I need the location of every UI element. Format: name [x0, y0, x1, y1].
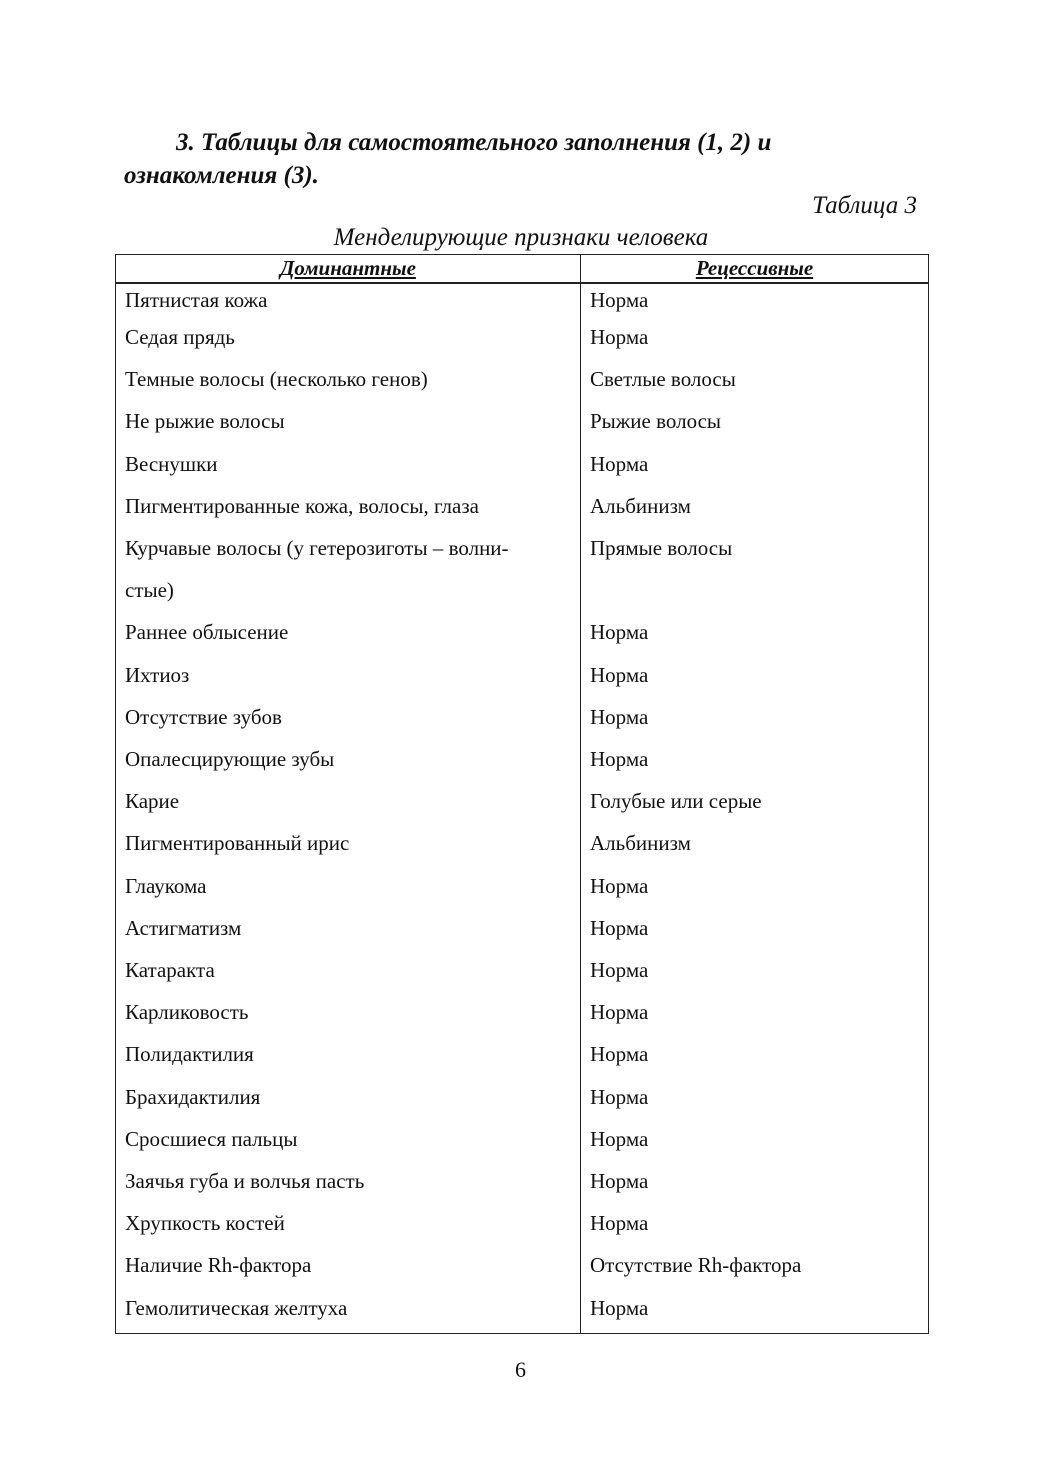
- table-body: [116, 283, 929, 1333]
- dominant-trait-cell: Курчавые волосы (у гетерозиготы – волни-: [116, 527, 581, 569]
- recessive-trait-cell: Светлые волосы: [581, 358, 929, 400]
- table-row: [116, 1287, 929, 1334]
- recessive-trait-cell: Норма: [581, 316, 929, 358]
- table-row: [116, 822, 929, 864]
- recessive-trait-cell: Норма: [581, 865, 929, 907]
- column-header-dominant: Доминантные: [116, 255, 581, 284]
- table-row: [116, 949, 929, 991]
- table-row: [116, 1244, 929, 1286]
- table-row: [116, 654, 929, 696]
- recessive-trait-cell: Норма: [581, 1160, 929, 1202]
- table-row: [116, 1160, 929, 1202]
- dominant-trait-cell: Астигматизм: [116, 907, 581, 949]
- table-row: [116, 527, 929, 569]
- table-row: [116, 1202, 929, 1244]
- dominant-trait-cell: Пигментированные кожа, волосы, глаза: [116, 485, 581, 527]
- dominant-trait-cell: Веснушки: [116, 443, 581, 485]
- dominant-trait-cell: Карликовость: [116, 991, 581, 1033]
- dominant-trait-cell: Наличие Rh-фактора: [116, 1244, 581, 1286]
- recessive-trait-cell: Норма: [581, 1033, 929, 1075]
- table-row: [116, 485, 929, 527]
- dominant-trait-cell: Полидактилия: [116, 1033, 581, 1075]
- column-header-recessive: Рецессивные: [581, 255, 929, 284]
- dominant-trait-cell: Глаукома: [116, 865, 581, 907]
- table-header-row: [116, 255, 929, 284]
- recessive-trait-cell: Норма: [581, 949, 929, 991]
- recessive-trait-cell: Норма: [581, 654, 929, 696]
- dominant-trait-cell: Ихтиоз: [116, 654, 581, 696]
- recessive-trait-cell: Норма: [581, 1287, 929, 1334]
- table-row: [116, 358, 929, 400]
- table-row: [116, 865, 929, 907]
- table-caption: Менделирующие признаки человека: [333, 224, 709, 251]
- table-row: [116, 569, 929, 611]
- table-row: [116, 1076, 929, 1118]
- dominant-trait-cell: Хрупкость костей: [116, 1202, 581, 1244]
- dominant-trait-cell: Опалесцирующие зубы: [116, 738, 581, 780]
- recessive-trait-cell: Норма: [581, 443, 929, 485]
- dominant-trait-cell: Раннее облысение: [116, 611, 581, 653]
- table-row: [116, 283, 929, 316]
- dominant-trait-cell: Гемолитическая желтуха: [116, 1287, 581, 1334]
- table-row: [116, 443, 929, 485]
- recessive-trait-cell: Альбинизм: [581, 485, 929, 527]
- dominant-trait-cell: Катаракта: [116, 949, 581, 991]
- table-row: [116, 400, 929, 442]
- dominant-trait-cell: Карие: [116, 780, 581, 822]
- recessive-trait-cell: Норма: [581, 283, 929, 316]
- recessive-trait-cell: Прямые волосы: [581, 527, 929, 569]
- table-row: [116, 1118, 929, 1160]
- table-row: [116, 316, 929, 358]
- recessive-trait-cell: [581, 569, 929, 611]
- table-row: [116, 1033, 929, 1075]
- dominant-trait-cell: стые): [116, 569, 581, 611]
- dominant-trait-cell: Сросшиеся пальцы: [116, 1118, 581, 1160]
- dominant-trait-cell: Не рыжие волосы: [116, 400, 581, 442]
- dominant-trait-cell: Пигментированный ирис: [116, 822, 581, 864]
- recessive-trait-cell: Голубые или серые: [581, 780, 929, 822]
- recessive-trait-cell: Норма: [581, 991, 929, 1033]
- recessive-trait-cell: Альбинизм: [581, 822, 929, 864]
- recessive-trait-cell: Норма: [581, 696, 929, 738]
- table-row: [116, 611, 929, 653]
- recessive-trait-cell: Норма: [581, 907, 929, 949]
- page-number: 6: [515, 1357, 526, 1382]
- section-heading: 3. Таблицы для самостоятельного заполнения (1, 2) и ознакомления (3).: [124, 129, 772, 189]
- table-row: [116, 738, 929, 780]
- dominant-trait-cell: Отсутствие зубов: [116, 696, 581, 738]
- recessive-trait-cell: Рыжие волосы: [581, 400, 929, 442]
- recessive-trait-cell: Отсутствие Rh-фактора: [581, 1244, 929, 1286]
- table-row: [116, 907, 929, 949]
- recessive-trait-cell: Норма: [581, 1202, 929, 1244]
- table-row: [116, 991, 929, 1033]
- dominant-trait-cell: Заячья губа и волчья пасть: [116, 1160, 581, 1202]
- table-number: Таблица 3: [812, 192, 917, 219]
- traits-table: [115, 254, 929, 1334]
- recessive-trait-cell: Норма: [581, 738, 929, 780]
- dominant-trait-cell: Темные волосы (несколько генов): [116, 358, 581, 400]
- recessive-trait-cell: Норма: [581, 611, 929, 653]
- dominant-trait-cell: Седая прядь: [116, 316, 581, 358]
- recessive-trait-cell: Норма: [581, 1118, 929, 1160]
- recessive-trait-cell: Норма: [581, 1076, 929, 1118]
- dominant-trait-cell: Пятнистая кожа: [116, 283, 581, 316]
- table-row: [116, 696, 929, 738]
- table-row: [116, 780, 929, 822]
- dominant-trait-cell: Брахидактилия: [116, 1076, 581, 1118]
